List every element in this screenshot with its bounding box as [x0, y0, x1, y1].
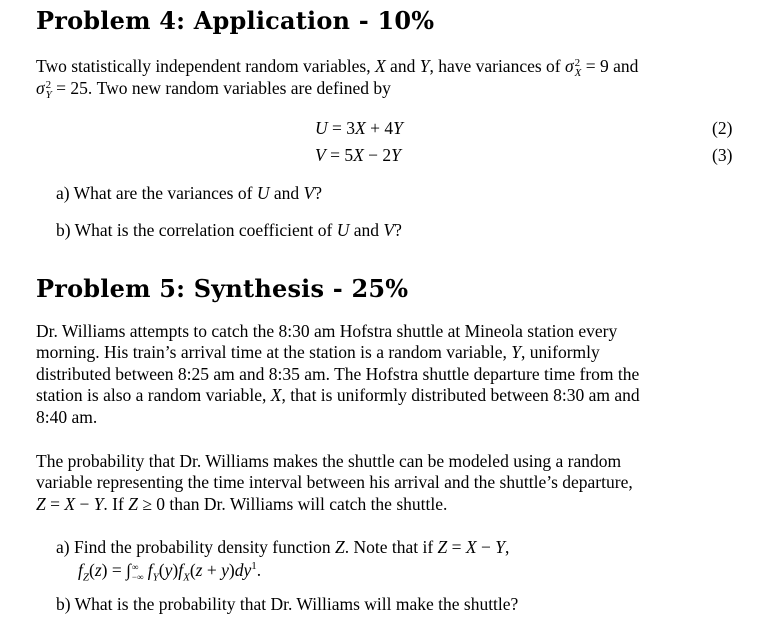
intro-line-2: σ 2 Y = 25. Two new random variables are defined by: [36, 77, 391, 101]
p2-line: Z = X − Y. If Z ≥ 0 than Dr. Williams will catch the shuttle.: [36, 493, 448, 514]
p1-line: morning. His train’s arrival time at the station is a random variable, Y, uniformly: [36, 342, 600, 363]
problem-5-question-a: a) Find the probability density function Z. Note that if Z = X − Y,: [56, 537, 510, 557]
problem-4-question-b: b) What is the correlation coefficient of U and V?: [56, 220, 402, 240]
equation-number-3: (3): [712, 145, 733, 165]
problem-5-paragraph-1: [36, 321, 726, 428]
problem-5-title: Problem 5: Synthesis - 25%: [36, 274, 409, 303]
p2-line: The probability that Dr. Williams makes the shuttle can be modeled using a random: [36, 451, 622, 471]
problem-4-intro: [36, 56, 726, 100]
problem-4-title: Problem 4: Application - 10%: [36, 6, 435, 35]
intro-line-1: Two statistically independent random variables, X and Y, have variances of σ 2 X = 9 and: [36, 56, 639, 79]
p1-line: distributed between 8:25 am and 8:35 am. The Hofstra shuttle departure time from the: [36, 363, 640, 384]
problem-5-question-b: b) What is the probability that Dr. Williams will make the shuttle?: [56, 594, 519, 614]
p1-line: station is also a random variable, X, that is uniformly distributed between 8:30 am and: [36, 385, 640, 406]
p1-line: Dr. Williams attempts to catch the 8:30 am Hofstra shuttle at Mineola station every: [36, 321, 618, 341]
equation-v: V = 5X − 2Y: [315, 145, 401, 165]
equation-u: U = 3X + 4Y: [315, 118, 403, 138]
problem-5-formula: $f_Z(z)$ = ∫ ∞ −∞ $f_Y(y)f_X(z + y)dy^1$.: [78, 560, 262, 584]
problem-4-question-a: a) What are the variances of U and V?: [56, 183, 322, 203]
equation-number-2: (2): [712, 118, 733, 138]
p2-line: variable representing the time interval between his arrival and the shuttle’s departure,: [36, 472, 633, 493]
problem-5-paragraph-2: [36, 451, 726, 515]
p1-line: 8:40 am.: [36, 406, 98, 427]
